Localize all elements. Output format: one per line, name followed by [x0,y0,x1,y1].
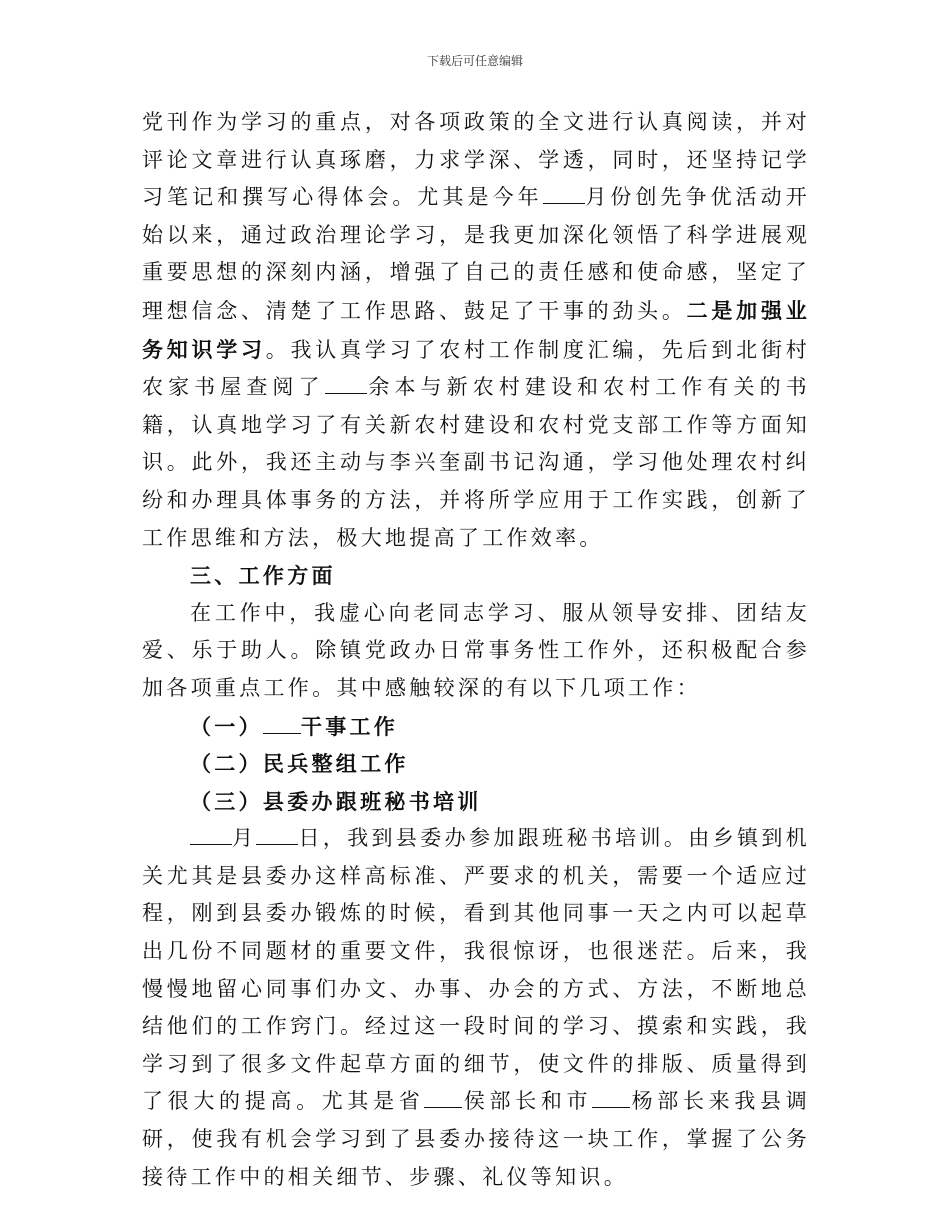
fill-blank [263,710,301,733]
text-segment: 日，我到县委办参加跟班秘书培训。由乡镇到机关尤其是县委办这样高标准、严要求的机关，需要一个适应过程，刚到县委办锻炼的时候，看到其他同事一天之内可以起草出几份不同题材的重要文件，我很惊讶，也很迷茫。后来，我慢慢地留心同事们办文、办事、办会的方式、方法，不断地总结他们的工作窍门。经过这一段时间的学习、摸索和实践，我学习到了很多文件起草方面的细节，使文件的排版、质量得到了很大的提高。尤其是省 [142,826,810,1114]
item-heading-one [142,708,810,746]
text-segment: 。我认真学习了农村工作制度汇编，先后到北街村农家书屋查阅了 [142,337,810,400]
bold-heading-inline: 二是加强业务知识学习 [142,297,811,362]
fill-blank [543,181,585,204]
text-segment: 侯部长和市 [462,1089,593,1114]
fill-blank [424,1085,462,1108]
fill-blank [256,822,298,845]
document-body [142,104,810,1196]
item-heading-three: （三）县委办跟班秘书培训 [190,788,482,814]
paragraph-training [142,820,810,1196]
page-header-note: 下载后可任意编辑 [426,54,523,68]
text-segment: 杨部长来我县调研，使我有机会学习到了县委办接待这一块工作，掌握了公务接待工作中的相关细节、步骤、礼仪等知识。 [142,1089,810,1189]
fill-blank [325,371,367,394]
item-number: （一） [190,713,263,739]
text-segment: 月 [232,826,257,851]
section-heading-work: 三、工作方面 [190,563,336,589]
text-segment: 月份创先争优活动开始以来，通过政治理论学习，是我更加深化领悟了科学进展观重要思想的深刻内涵，增强了自己的责任感和使命感，坚定了理想信念、清楚了工作思路、鼓足了干事的劲头。 [142,185,810,323]
item-title: 干事工作 [300,713,399,739]
fill-blank [190,822,232,845]
text-segment: 党刊作为学习的重点，对各项政策的全文进行认真阅读，并对评论文章进行认真琢磨，力求学深、学透，同时，还坚持记学习笔记和撰写心得体会。尤其是今年 [142,110,810,210]
text-segment: 余本与新农村建设和农村工作有关的书籍，认真地学习了有关新农村建设和农村党支部工作等方面知识。此外，我还主动与李兴奎副书记沟通，学习他处理农村纠纷和办理具体事务的方法，并将所学应用于工作实践，创新了工作思维和方法，极大地提高了工作效率。 [142,375,810,550]
paragraph-study [142,104,810,557]
paragraph-work-intro: 在工作中，我虚心向老同志学习、服从领导安排、团结友爱、乐于助人。除镇党政办日常事务性工作外，还积极配合参加各项重点工作。其中感触较深的有以下几项工作： [142,600,810,700]
fill-blank [592,1085,630,1108]
item-heading-two: （二）民兵整组工作 [190,751,409,777]
